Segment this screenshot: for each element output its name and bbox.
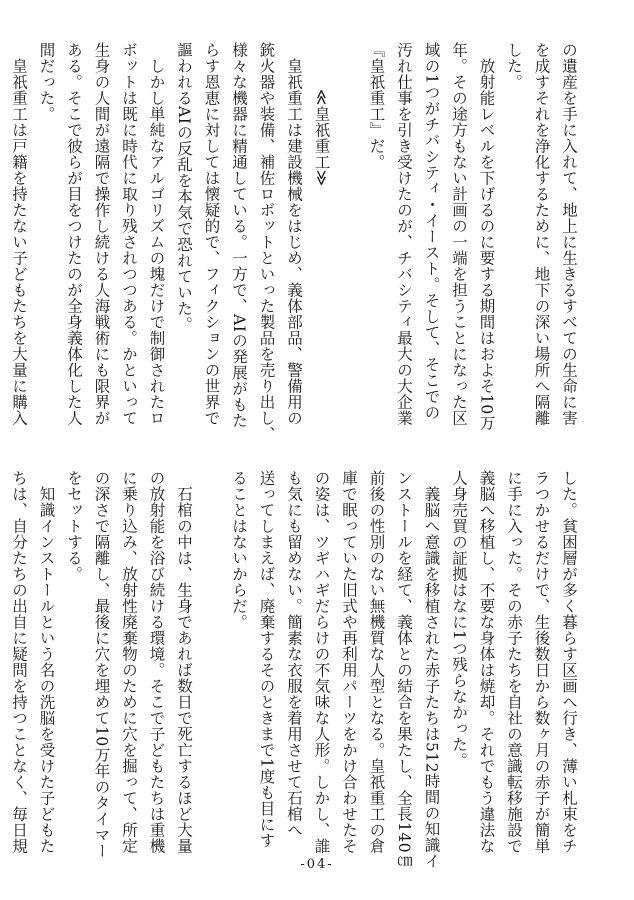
text-line: 皇祇重工は建設機械をはじめ、義体部品、警備用の bbox=[285, 58, 303, 426]
text-line: 間だった。 bbox=[37, 42, 56, 122]
text-line: の姿は、ツギハギだらけの不気味な人形。しかし、誰 bbox=[312, 470, 331, 854]
text-line: した。 bbox=[505, 42, 523, 90]
text-line: 域の1つがチバシティ・イースト。そして、そこでの bbox=[422, 42, 441, 421]
text-line: ラつかせるだけで、生後数日から数ヶ月の赤子が簡単 bbox=[532, 470, 551, 854]
text-line: 人身売買の証拠はなに1つ残らなかった。 bbox=[450, 470, 468, 769]
text-line: 義脳へ意識を移植された赤子たちは512時間の知識イ bbox=[422, 486, 441, 870]
text-line: を成すそれを浄化するために、地下の深い場所へ隔離 bbox=[532, 42, 551, 426]
text-line: 銃火器や装備、補佐ロボットといった製品を売り出し、 bbox=[257, 42, 276, 442]
text-line: しかし単純なアルゴリズムの塊だけで制御されたロ bbox=[147, 58, 166, 426]
text-line: らす恩恵に対しては懐疑的で、フィクションの世界で bbox=[202, 42, 221, 426]
text-line: も気にも留めない。簡素な衣服を着用させて石棺へ bbox=[285, 470, 303, 838]
text-line: ボットは既に時代に取り残されつつある。かといって bbox=[120, 42, 138, 426]
text-line: 義脳へ移植し、不要な身体は焼却。それでもう違法な bbox=[477, 470, 496, 854]
text-line: 皇祇重工は戸籍を持たない子どもたちを大量に購入 bbox=[10, 58, 28, 426]
text-line: 石棺の中は、生身であれば数日で死亡するほど大量 bbox=[175, 486, 193, 854]
blank-line bbox=[335, 42, 363, 427]
text-line: ることはないからだ。 bbox=[230, 470, 248, 630]
page-number: -04- bbox=[300, 857, 334, 872]
text-line: した。貧困層が多く暮らす区画へ行き、薄い札束をチ bbox=[560, 470, 578, 854]
text-line: ある。そこで彼らが目をつけたのが全身義体化した人 bbox=[65, 42, 83, 426]
text-line: 庫で眠っていた旧式や再利用パーツをかけ合わせたそ bbox=[340, 470, 358, 854]
section-heading: ≪皇祇重工≫ bbox=[312, 88, 331, 186]
text-line: に手に入った。その赤子たちを自社の意識転移施設で bbox=[505, 470, 523, 854]
text-line bbox=[0, 470, 5, 845]
text-line: 様々な機器に精通している。一方で、AIの発展がもた bbox=[230, 42, 248, 429]
text-line: の深さで隔離し、最後に穴を埋めて10万年のタイマー bbox=[92, 470, 111, 859]
text-line: の放射能を浴び続ける環境。そこで子どもたちは重機 bbox=[147, 470, 166, 854]
text-line: 年。その途方もない計画の一端を担うことになった区 bbox=[450, 42, 468, 426]
text-line: 放射能レベルを下げるのに要する期間はおよそ10万 bbox=[477, 58, 496, 431]
text-line: をセットする。 bbox=[65, 470, 83, 582]
text-line: の遺産を手に入れて、地上に生きるすべての生命に害 bbox=[560, 42, 578, 426]
text-line: 『皇祇重工』だ。 bbox=[367, 42, 386, 170]
text-line: 送ってしまえば、廃棄するそのときまで1度も目にす bbox=[257, 470, 276, 849]
top-text-block bbox=[10, 42, 582, 442]
text-line: 謳われるAIの反乱を本気で恐れていた。 bbox=[175, 42, 193, 333]
text-line: 前後の性別のない無機質な人型となる。皇祇重工の倉 bbox=[367, 470, 386, 854]
blank-line bbox=[197, 470, 225, 845]
text-line: 知識インストールという名の洗脳を受けた子どもた bbox=[37, 486, 56, 854]
text-line: に乗り込み、放射性廃棄物のために穴を掘って、所定 bbox=[120, 470, 138, 854]
text-line: 汚れ仕事を引き受けたのが、チバシティ最大の大企業 bbox=[395, 42, 413, 426]
text-line: 生身の人間が遠隔で操作し続ける人海戦術にも限界が bbox=[92, 42, 111, 426]
text-line: ンストールを経て、義体との結合を果たし、全長140㎝ bbox=[395, 470, 413, 870]
text-line: ちは、自分たちの出自に疑問を持つことなく、毎日規 bbox=[10, 470, 28, 854]
